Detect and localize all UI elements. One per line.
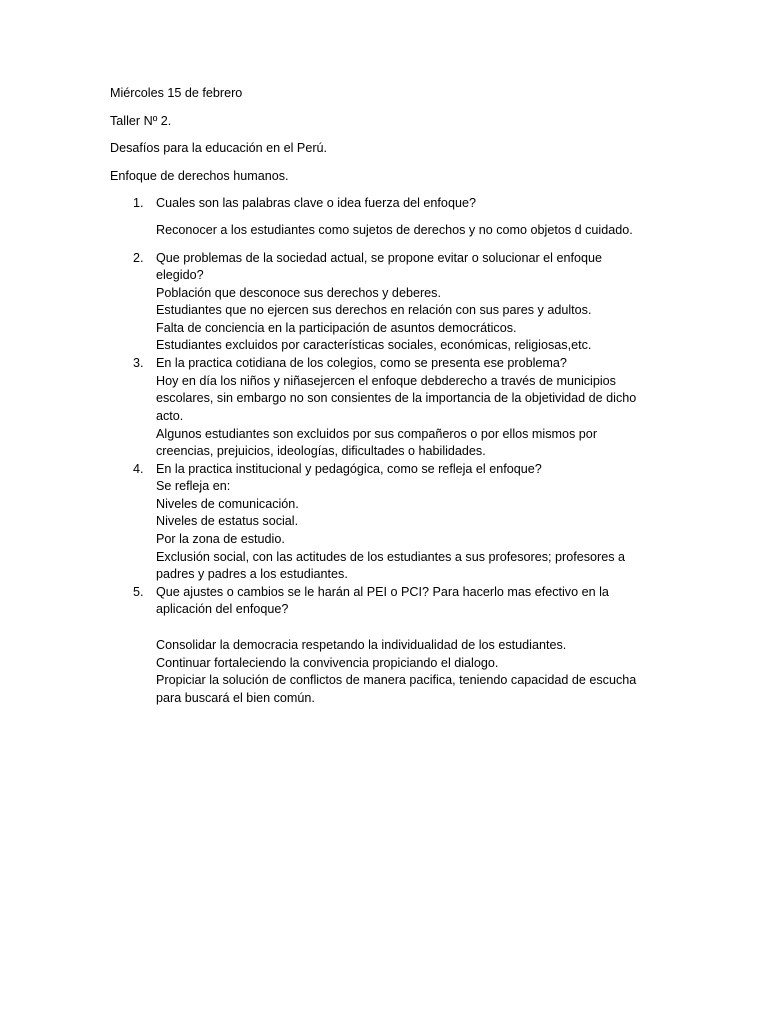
document-date: Miércoles 15 de febrero [110, 86, 243, 100]
question-number: 3. [133, 356, 144, 370]
answer-line: Por la zona de estudio. [156, 532, 285, 546]
question-number: 1. [133, 196, 144, 210]
question-text: aplicación del enfoque? [156, 602, 289, 616]
question-text: Que ajustes o cambios se le harán al PEI o PCI? Para hacerlo mas efectivo en la [156, 585, 609, 599]
question-number: 5. [133, 585, 144, 599]
answer-line: Exclusión social, con las actitudes de los estudiantes a sus profesores; profesores a [156, 550, 626, 564]
answer-line: Población que desconoce sus derechos y deberes. [156, 286, 441, 300]
question-text: En la practica institucional y pedagógica, como se refleja el enfoque? [156, 462, 542, 476]
answer-line: acto. [156, 409, 184, 423]
answer-line: Niveles de estatus social. [156, 514, 299, 528]
answer-line: Continuar fortaleciendo la convivencia propiciando el dialogo. [156, 656, 499, 670]
approach-title: Enfoque de derechos humanos. [110, 169, 289, 183]
question-text: Que problemas de la sociedad actual, se propone evitar o solucionar el enfoque [156, 251, 602, 265]
answer-line: Hoy en día los niños y niñasejercen el enfoque debderecho a través de municipios [156, 374, 616, 388]
answer-line: para buscará el bien común. [156, 691, 315, 705]
answer-line: Estudiantes excluidos por características sociales, económicas, religiosas,etc. [156, 338, 592, 352]
answer-line: Reconocer a los estudiantes como sujetos de derechos y no como objetos d cuidado. [156, 223, 633, 237]
workshop-title: Taller Nº 2. [110, 114, 172, 128]
question-number: 2. [133, 251, 144, 265]
answer-line: Algunos estudiantes son excluidos por sus compañeros o por ellos mismos por [156, 427, 598, 441]
question-text: En la practica cotidiana de los colegios, como se presenta ese problema? [156, 356, 567, 370]
answer-line: Consolidar la democracia respetando la individualidad de los estudiantes. [156, 638, 567, 652]
answer-line: Propiciar la solución de conflictos de manera pacifica, teniendo capacidad de escucha [156, 673, 637, 687]
question-text: Cuales son las palabras clave o idea fuerza del enfoque? [156, 196, 476, 210]
question-number: 4. [133, 462, 144, 476]
answer-line: Se refleja en: [156, 479, 231, 493]
answer-line: escolares, sin embargo no son consientes de la importancia de la objetividad de dicho [156, 391, 637, 405]
answer-line: Niveles de comunicación. [156, 497, 299, 511]
answer-line: creencias, prejuicios, ideologías, dificultades o habilidades. [156, 444, 486, 458]
document-topic: Desafíos para la educación en el Perú. [110, 141, 328, 155]
answer-line: padres y padres a los estudiantes. [156, 567, 348, 581]
answer-line: Falta de conciencia en la participación de asuntos democráticos. [156, 321, 517, 335]
answer-line: Estudiantes que no ejercen sus derechos en relación con sus pares y adultos. [156, 303, 592, 317]
question-text: elegido? [156, 268, 204, 282]
